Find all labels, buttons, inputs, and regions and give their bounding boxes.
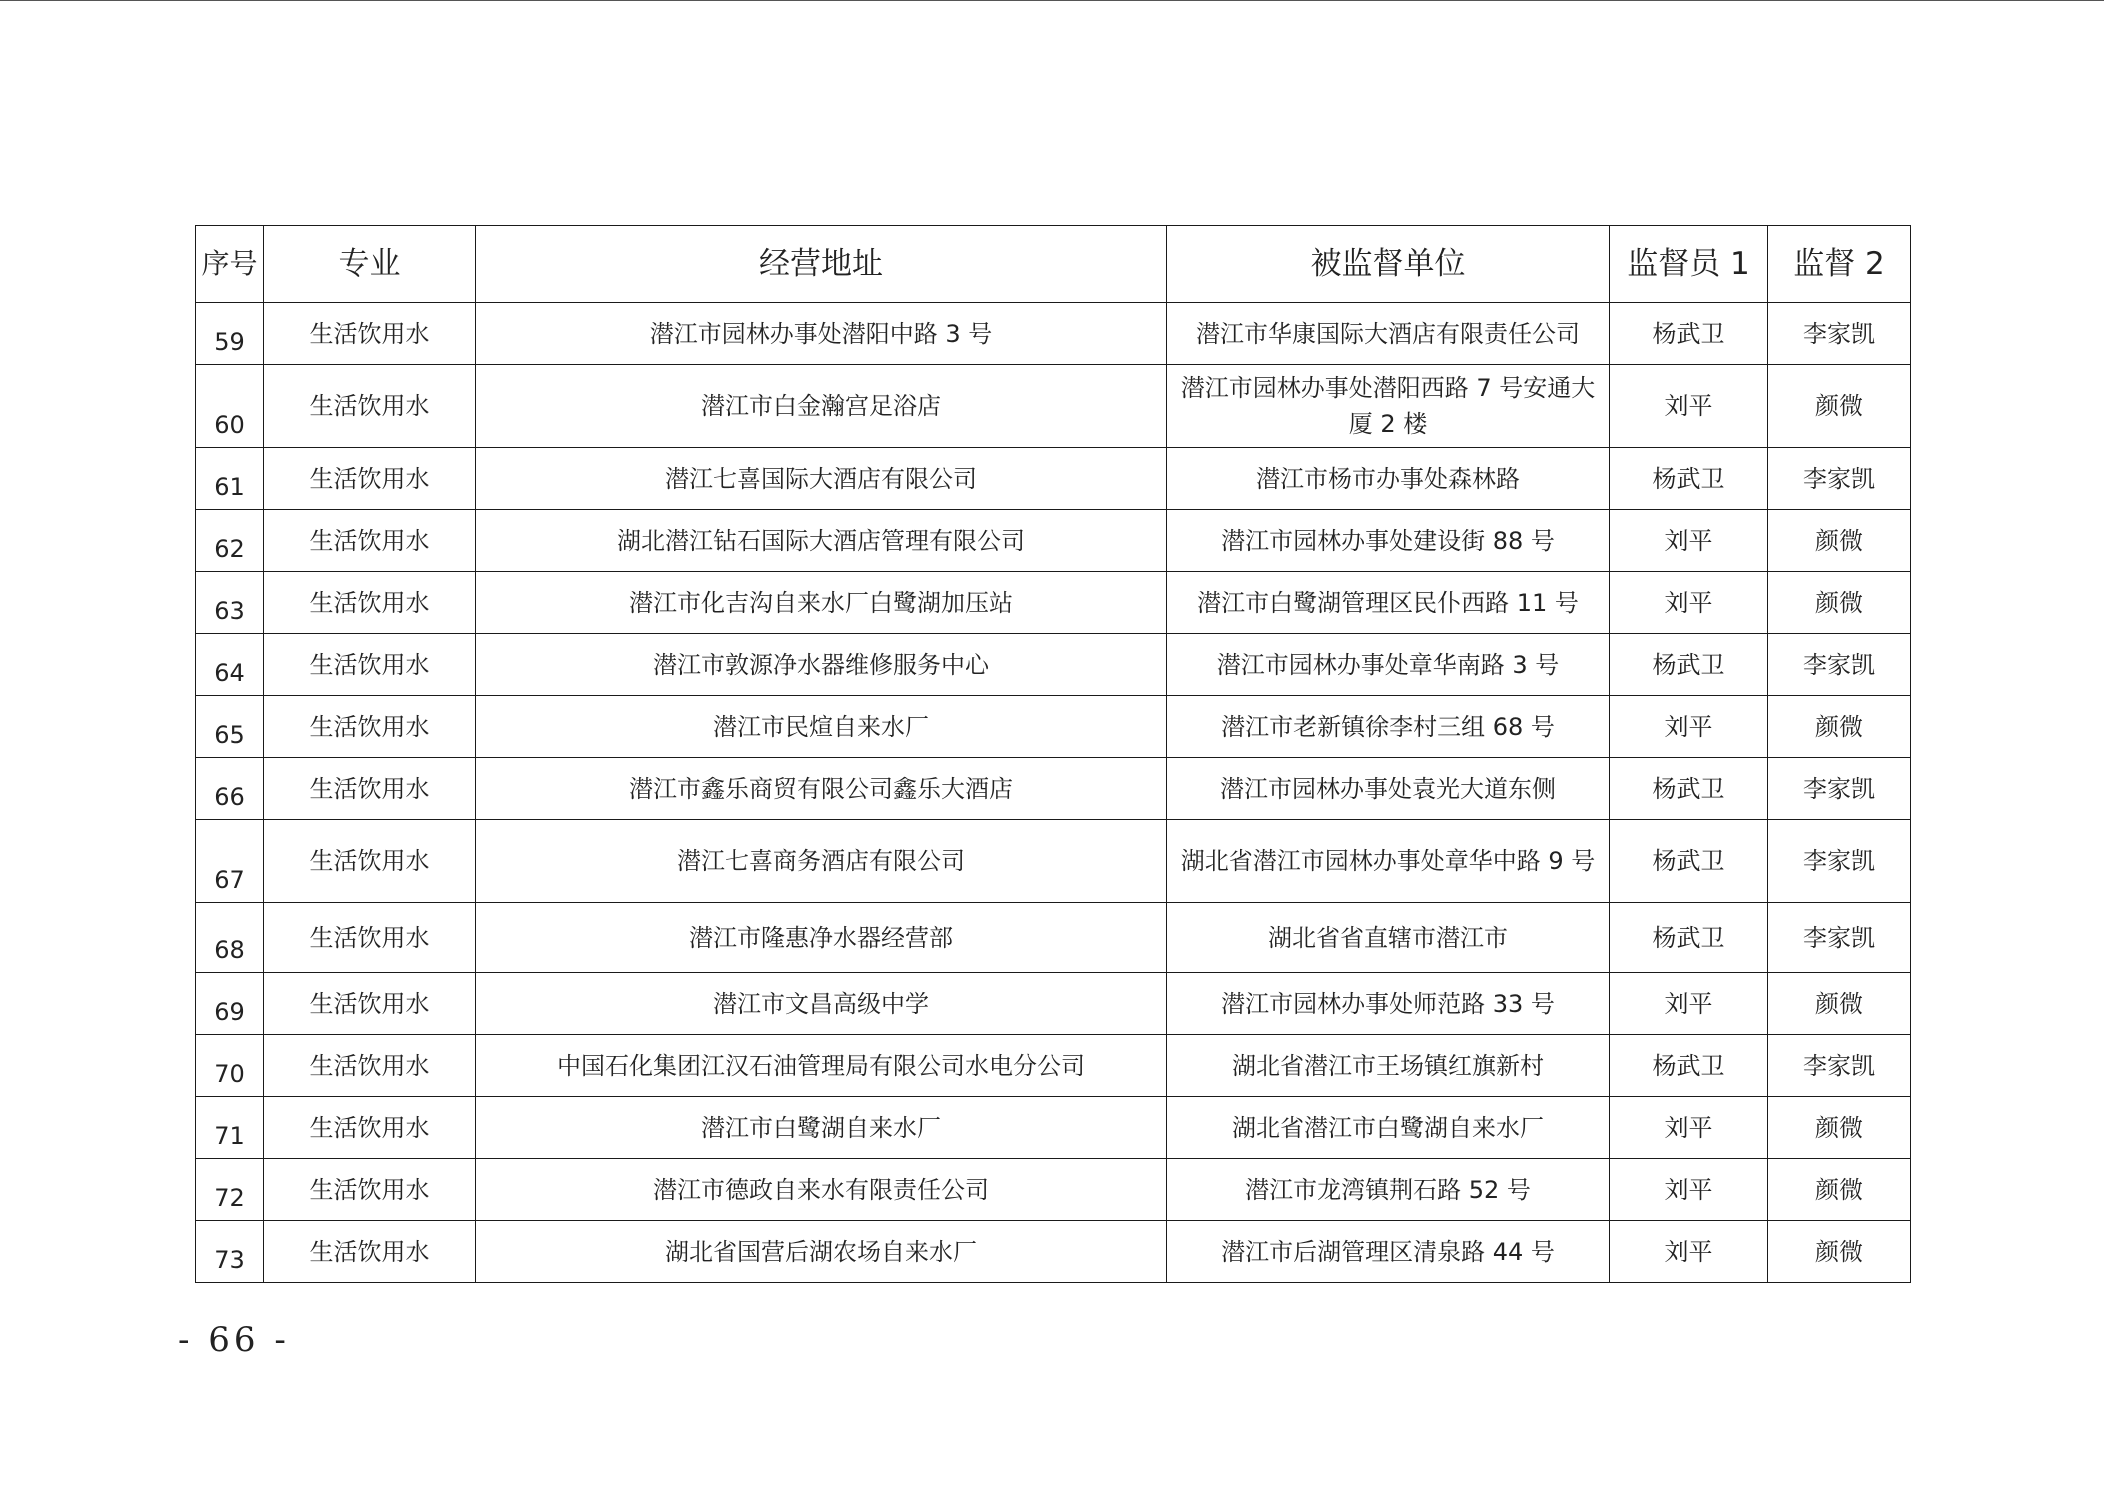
cell-supervisor-2: 李家凯: [1768, 448, 1911, 510]
supervision-table: [195, 225, 1911, 1283]
table-row: [196, 1159, 1911, 1221]
cell-supervisor-2: 颜微: [1768, 1159, 1911, 1221]
table-row: [196, 696, 1911, 758]
header-supervised-unit: 被监督单位: [1167, 226, 1610, 303]
cell-supervised-unit: 潜江市园林办事处建设街 88 号: [1167, 510, 1610, 572]
cell-supervisor-2: 李家凯: [1768, 758, 1911, 820]
cell-seq: 64: [196, 634, 264, 696]
table-row: [196, 572, 1911, 634]
cell-supervised-unit: 潜江市老新镇徐李村三组 68 号: [1167, 696, 1610, 758]
cell-supervisor-1: 刘平: [1610, 973, 1768, 1035]
cell-supervised-unit: 湖北省潜江市园林办事处章华中路 9 号: [1167, 820, 1610, 903]
cell-supervisor-2: 颜微: [1768, 510, 1911, 572]
cell-seq: 66: [196, 758, 264, 820]
cell-supervised-unit: 湖北省潜江市王场镇红旗新村: [1167, 1035, 1610, 1097]
cell-address: 潜江市德政自来水有限责任公司: [476, 1159, 1167, 1221]
cell-supervisor-2: 颜微: [1768, 1097, 1911, 1159]
cell-supervised-unit: 潜江市后湖管理区清泉路 44 号: [1167, 1221, 1610, 1283]
cell-specialty: 生活饮用水: [264, 1221, 476, 1283]
cell-supervised-unit: 潜江市园林办事处袁光大道东侧: [1167, 758, 1610, 820]
cell-supervisor-1: 刘平: [1610, 1097, 1768, 1159]
cell-supervised-unit: 潜江市园林办事处章华南路 3 号: [1167, 634, 1610, 696]
cell-specialty: 生活饮用水: [264, 1097, 476, 1159]
cell-supervisor-2: 李家凯: [1768, 303, 1911, 365]
cell-seq: 73: [196, 1221, 264, 1283]
cell-supervisor-1: 杨武卫: [1610, 758, 1768, 820]
cell-supervisor-1: 杨武卫: [1610, 903, 1768, 973]
header-specialty: 专业: [264, 226, 476, 303]
cell-supervisor-1: 杨武卫: [1610, 303, 1768, 365]
cell-seq: 59: [196, 303, 264, 365]
header-seq: 序号: [196, 226, 264, 303]
cell-supervisor-2: 李家凯: [1768, 820, 1911, 903]
cell-supervisor-2: 颜微: [1768, 365, 1911, 448]
header-address: 经营地址: [476, 226, 1167, 303]
cell-supervisor-1: 刘平: [1610, 1221, 1768, 1283]
cell-specialty: 生活饮用水: [264, 572, 476, 634]
cell-supervised-unit: 潜江市园林办事处师范路 33 号: [1167, 973, 1610, 1035]
cell-specialty: 生活饮用水: [264, 448, 476, 510]
cell-supervisor-2: 李家凯: [1768, 1035, 1911, 1097]
cell-seq: 72: [196, 1159, 264, 1221]
header-supervisor-2: 监督 2: [1768, 226, 1911, 303]
cell-specialty: 生活饮用水: [264, 1159, 476, 1221]
cell-supervisor-1: 刘平: [1610, 696, 1768, 758]
cell-seq: 60: [196, 365, 264, 448]
cell-supervisor-1: 杨武卫: [1610, 820, 1768, 903]
cell-address: 潜江市化吉沟自来水厂白鹭湖加压站: [476, 572, 1167, 634]
cell-supervisor-1: 刘平: [1610, 365, 1768, 448]
cell-supervisor-1: 杨武卫: [1610, 634, 1768, 696]
cell-supervisor-2: 颜微: [1768, 572, 1911, 634]
cell-supervised-unit: 湖北省省直辖市潜江市: [1167, 903, 1610, 973]
cell-supervisor-2: 颜微: [1768, 973, 1911, 1035]
cell-supervisor-2: 颜微: [1768, 1221, 1911, 1283]
cell-supervised-unit: 潜江市华康国际大酒店有限责任公司: [1167, 303, 1610, 365]
cell-seq: 61: [196, 448, 264, 510]
cell-seq: 63: [196, 572, 264, 634]
cell-supervised-unit: 潜江市杨市办事处森林路: [1167, 448, 1610, 510]
table-row: [196, 903, 1911, 973]
cell-seq: 62: [196, 510, 264, 572]
cell-supervisor-1: 杨武卫: [1610, 1035, 1768, 1097]
table-row: [196, 1097, 1911, 1159]
page-number: - 66 -: [178, 1320, 290, 1360]
cell-specialty: 生活饮用水: [264, 365, 476, 448]
table-row: [196, 820, 1911, 903]
cell-seq: 65: [196, 696, 264, 758]
table-row: [196, 365, 1911, 448]
cell-address: 潜江七喜国际大酒店有限公司: [476, 448, 1167, 510]
cell-seq: 68: [196, 903, 264, 973]
table-row: [196, 1035, 1911, 1097]
cell-address: 潜江市园林办事处潜阳中路 3 号: [476, 303, 1167, 365]
header-supervisor-1: 监督员 1: [1610, 226, 1768, 303]
cell-supervisor-1: 刘平: [1610, 572, 1768, 634]
table-row: [196, 1221, 1911, 1283]
cell-supervised-unit: 潜江市白鹭湖管理区民仆西路 11 号: [1167, 572, 1610, 634]
cell-supervised-unit: 潜江市园林办事处潜阳西路 7 号安通大厦 2 楼: [1167, 365, 1610, 448]
table-row: [196, 973, 1911, 1035]
cell-supervisor-1: 杨武卫: [1610, 448, 1768, 510]
table-row: [196, 303, 1911, 365]
cell-address: 潜江市白鹭湖自来水厂: [476, 1097, 1167, 1159]
cell-specialty: 生活饮用水: [264, 1035, 476, 1097]
cell-address: 湖北潜江钻石国际大酒店管理有限公司: [476, 510, 1167, 572]
cell-address: 湖北省国营后湖农场自来水厂: [476, 1221, 1167, 1283]
cell-supervisor-1: 刘平: [1610, 1159, 1768, 1221]
cell-supervisor-2: 李家凯: [1768, 634, 1911, 696]
table-row: [196, 634, 1911, 696]
cell-address: 潜江市敦源净水器维修服务中心: [476, 634, 1167, 696]
cell-address: 中国石化集团江汉石油管理局有限公司水电分公司: [476, 1035, 1167, 1097]
cell-specialty: 生活饮用水: [264, 634, 476, 696]
cell-address: 潜江市白金瀚宫足浴店: [476, 365, 1167, 448]
cell-supervised-unit: 潜江市龙湾镇荆石路 52 号: [1167, 1159, 1610, 1221]
cell-specialty: 生活饮用水: [264, 973, 476, 1035]
cell-specialty: 生活饮用水: [264, 820, 476, 903]
cell-address: 潜江市隆惠净水器经营部: [476, 903, 1167, 973]
cell-supervisor-1: 刘平: [1610, 510, 1768, 572]
table-row: [196, 448, 1911, 510]
cell-supervised-unit: 湖北省潜江市白鹭湖自来水厂: [1167, 1097, 1610, 1159]
cell-address: 潜江市鑫乐商贸有限公司鑫乐大酒店: [476, 758, 1167, 820]
cell-specialty: 生活饮用水: [264, 903, 476, 973]
page-top-border: [0, 0, 2104, 1]
cell-supervisor-2: 李家凯: [1768, 903, 1911, 973]
cell-address: 潜江七喜商务酒店有限公司: [476, 820, 1167, 903]
cell-supervisor-2: 颜微: [1768, 696, 1911, 758]
cell-address: 潜江市文昌高级中学: [476, 973, 1167, 1035]
cell-specialty: 生活饮用水: [264, 696, 476, 758]
cell-specialty: 生活饮用水: [264, 303, 476, 365]
cell-seq: 70: [196, 1035, 264, 1097]
cell-seq: 71: [196, 1097, 264, 1159]
table-row: [196, 510, 1911, 572]
table-header-row: [196, 226, 1911, 303]
cell-specialty: 生活饮用水: [264, 510, 476, 572]
cell-address: 潜江市民煊自来水厂: [476, 696, 1167, 758]
cell-seq: 67: [196, 820, 264, 903]
cell-seq: 69: [196, 973, 264, 1035]
table-row: [196, 758, 1911, 820]
cell-specialty: 生活饮用水: [264, 758, 476, 820]
